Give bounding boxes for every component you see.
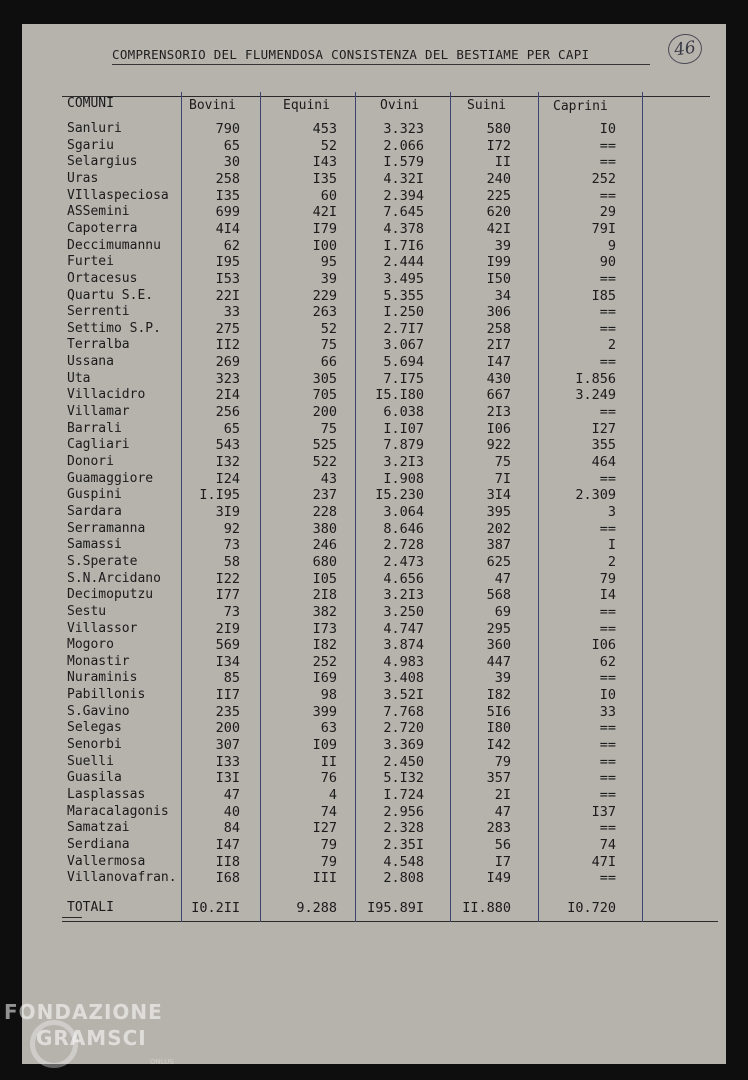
row-comune: Ortacesus xyxy=(67,271,138,286)
cell-equini: 76 xyxy=(320,770,337,786)
row-comune: Sanluri xyxy=(67,121,122,136)
cell-bovini: I34 xyxy=(215,654,240,670)
cell-suini: 225 xyxy=(486,188,511,204)
cell-suini: 202 xyxy=(486,521,511,537)
cell-suini: 34 xyxy=(494,288,511,304)
row-comune: Serdiana xyxy=(67,837,130,852)
cell-ovini: 3.2I3 xyxy=(383,454,424,470)
table-bottom-rule xyxy=(62,921,718,922)
cell-caprini: 29 xyxy=(599,204,616,220)
cell-bovini: 47 xyxy=(223,787,240,803)
cell-equini: 43 xyxy=(320,471,337,487)
row-comune: S.N.Arcidano xyxy=(67,571,161,586)
cell-caprini: I27 xyxy=(591,421,616,437)
cell-bovini: 2I4 xyxy=(215,387,240,403)
row-comune: Uras xyxy=(67,171,99,186)
cell-equini: 75 xyxy=(320,337,337,353)
cell-suini: 7I xyxy=(494,471,511,487)
cell-ovini: 2.956 xyxy=(383,804,424,820)
cell-suini: 922 xyxy=(486,437,511,453)
cell-suini: 3I4 xyxy=(486,487,511,503)
cell-suini: 69 xyxy=(494,604,511,620)
cell-bovini: 73 xyxy=(223,604,240,620)
cell-bovini: 307 xyxy=(215,737,240,753)
row-comune: Sardara xyxy=(67,504,122,519)
cell-ovini: I.908 xyxy=(383,471,424,487)
cell-equini: 39 xyxy=(320,271,337,287)
page-number: 46 xyxy=(666,32,704,66)
row-comune: Sgariu xyxy=(67,138,114,153)
cell-ovini: 3.323 xyxy=(383,121,424,137)
cell-ovini: 4.378 xyxy=(383,221,424,237)
row-comune: Furtei xyxy=(67,254,114,269)
cell-caprini: 2.309 xyxy=(575,487,616,503)
cell-equini: I35 xyxy=(312,171,337,187)
cell-caprini: 464 xyxy=(591,454,616,470)
cell-bovini: I53 xyxy=(215,271,240,287)
cell-caprini: 3 xyxy=(607,504,616,520)
cell-caprini: == xyxy=(599,154,616,170)
cell-ovini: I5.230 xyxy=(375,487,424,503)
cell-caprini: == xyxy=(599,354,616,370)
title-underline xyxy=(112,64,650,65)
cell-caprini: 252 xyxy=(591,171,616,187)
row-comune: Guamaggiore xyxy=(67,471,154,486)
cell-ovini: 3.369 xyxy=(383,737,424,753)
cell-equini: I00 xyxy=(312,238,337,254)
row-comune: Serrenti xyxy=(67,304,130,319)
cell-equini: 75 xyxy=(320,421,337,437)
cell-caprini: I xyxy=(607,537,616,553)
cell-suini: 258 xyxy=(486,321,511,337)
cell-caprini: I0 xyxy=(599,687,616,703)
row-comune: Cagliari xyxy=(67,437,130,452)
watermark-line2: GRAMSCI xyxy=(36,1026,147,1050)
cell-suini: 430 xyxy=(486,371,511,387)
cell-ovini: I.724 xyxy=(383,787,424,803)
cell-ovini: 2.35I xyxy=(383,837,424,853)
cell-bovini: II2 xyxy=(215,337,240,353)
cell-caprini: 2 xyxy=(607,554,616,570)
cell-suini: 2I xyxy=(494,787,511,803)
cell-ovini: 5.355 xyxy=(383,288,424,304)
cell-caprini: == xyxy=(599,754,616,770)
cell-equini: 4 xyxy=(328,787,337,803)
cell-suini: 42I xyxy=(486,221,511,237)
cell-suini: 357 xyxy=(486,770,511,786)
cell-ovini: 7.879 xyxy=(383,437,424,453)
row-comune: ASSemini xyxy=(67,204,130,219)
cell-suini: I72 xyxy=(486,138,511,154)
cell-ovini: 3.067 xyxy=(383,337,424,353)
cell-ovini: 4.32I xyxy=(383,171,424,187)
cell-suini: 5I6 xyxy=(486,704,511,720)
row-comune: Senorbi xyxy=(67,737,122,752)
cell-ovini: 2.444 xyxy=(383,254,424,270)
cell-caprini: == xyxy=(599,770,616,786)
cell-bovini: II7 xyxy=(215,687,240,703)
watermark-small: ONLUS xyxy=(150,1058,174,1066)
cell-equini: 399 xyxy=(312,704,337,720)
cell-bovini: 84 xyxy=(223,820,240,836)
watermark-line1: FONDAZIONE xyxy=(4,1000,163,1024)
cell-ovini: 3.250 xyxy=(383,604,424,620)
row-comune: Deccimumannu xyxy=(67,238,161,253)
cell-suini: I80 xyxy=(486,720,511,736)
cell-suini: 667 xyxy=(486,387,511,403)
row-comune: S.Sperate xyxy=(67,554,138,569)
cell-bovini: I77 xyxy=(215,587,240,603)
cell-bovini: 200 xyxy=(215,720,240,736)
cell-equini: I79 xyxy=(312,221,337,237)
cell-caprini: 62 xyxy=(599,654,616,670)
header-caprini: Caprini xyxy=(553,99,608,114)
cell-ovini: 2.328 xyxy=(383,820,424,836)
cell-ovini: I.579 xyxy=(383,154,424,170)
row-comune: Terralba xyxy=(67,337,130,352)
cell-ovini: 5.I32 xyxy=(383,770,424,786)
cell-caprini: I37 xyxy=(591,804,616,820)
cell-suini: II xyxy=(494,154,511,170)
row-comune: Villassor xyxy=(67,621,138,636)
cell-caprini: == xyxy=(599,621,616,637)
cell-bovini: 3I9 xyxy=(215,504,240,520)
cell-equini: 79 xyxy=(320,854,337,870)
cell-caprini: == xyxy=(599,820,616,836)
cell-equini: 229 xyxy=(312,288,337,304)
cell-suini: 79 xyxy=(494,754,511,770)
cell-ovini: 4.747 xyxy=(383,621,424,637)
row-comune: Donori xyxy=(67,454,114,469)
cell-equini: I69 xyxy=(312,670,337,686)
row-comune: Nuraminis xyxy=(67,670,138,685)
cell-suini: I49 xyxy=(486,870,511,886)
cell-caprini: == xyxy=(599,521,616,537)
cell-ovini: 2.450 xyxy=(383,754,424,770)
cell-ovini: 3.495 xyxy=(383,271,424,287)
cell-caprini: I06 xyxy=(591,637,616,653)
cell-equini: 246 xyxy=(312,537,337,553)
row-comune: Sestu xyxy=(67,604,107,619)
row-comune: Barrali xyxy=(67,421,122,436)
cell-suini: I06 xyxy=(486,421,511,437)
cell-suini: 75 xyxy=(494,454,511,470)
row-comune: Lasplassas xyxy=(67,787,146,802)
cell-suini: I99 xyxy=(486,254,511,270)
cell-suini: 283 xyxy=(486,820,511,836)
cell-bovini: 33 xyxy=(223,304,240,320)
cell-ovini: 4.656 xyxy=(383,571,424,587)
total-ovini: I95.89I xyxy=(367,900,424,916)
cell-caprini: 355 xyxy=(591,437,616,453)
cell-bovini: I68 xyxy=(215,870,240,886)
cell-equini: 380 xyxy=(312,521,337,537)
cell-equini: 52 xyxy=(320,138,337,154)
row-comune: Decimoputzu xyxy=(67,587,154,602)
cell-equini: 52 xyxy=(320,321,337,337)
row-comune: Samatzai xyxy=(67,820,130,835)
cell-caprini: == xyxy=(599,737,616,753)
cell-bovini: I24 xyxy=(215,471,240,487)
cell-caprini: 47I xyxy=(591,854,616,870)
cell-bovini: 85 xyxy=(223,670,240,686)
header-ovini: Ovini xyxy=(380,98,420,113)
cell-bovini: 65 xyxy=(223,421,240,437)
cell-bovini: 269 xyxy=(215,354,240,370)
cell-equini: 63 xyxy=(320,720,337,736)
cell-suini: 387 xyxy=(486,537,511,553)
cell-bovini: 699 xyxy=(215,204,240,220)
cell-bovini: I32 xyxy=(215,454,240,470)
cell-caprini: 74 xyxy=(599,837,616,853)
cell-bovini: 92 xyxy=(223,521,240,537)
cell-suini: 2I3 xyxy=(486,404,511,420)
row-comune: Villanovafran. xyxy=(67,870,177,885)
cell-caprini: == xyxy=(599,670,616,686)
cell-caprini: == xyxy=(599,304,616,320)
cell-ovini: I.I07 xyxy=(383,421,424,437)
cell-caprini: == xyxy=(599,471,616,487)
cell-ovini: 3.2I3 xyxy=(383,587,424,603)
cell-equini: 42I xyxy=(312,204,337,220)
row-comune: Capoterra xyxy=(67,221,138,236)
cell-equini: 382 xyxy=(312,604,337,620)
cell-equini: I73 xyxy=(312,621,337,637)
cell-caprini: 90 xyxy=(599,254,616,270)
cell-suini: 56 xyxy=(494,837,511,853)
cell-ovini: 7.768 xyxy=(383,704,424,720)
cell-caprini: I85 xyxy=(591,288,616,304)
cell-caprini: I.856 xyxy=(575,371,616,387)
cell-bovini: 569 xyxy=(215,637,240,653)
cell-equini: 680 xyxy=(312,554,337,570)
cell-ovini: 5.694 xyxy=(383,354,424,370)
cell-equini: 525 xyxy=(312,437,337,453)
row-comune: Settimo S.P. xyxy=(67,321,161,336)
row-comune: Mogoro xyxy=(67,637,114,652)
row-comune: Guspini xyxy=(67,487,122,502)
totals-underline xyxy=(62,917,82,918)
row-comune: Serramanna xyxy=(67,521,146,536)
total-bovini: I0.2II xyxy=(191,900,240,916)
row-comune: Pabillonis xyxy=(67,687,146,702)
cell-caprini: == xyxy=(599,720,616,736)
cell-ovini: 3.064 xyxy=(383,504,424,520)
cell-suini: 625 xyxy=(486,554,511,570)
total-caprini: I0.720 xyxy=(567,900,616,916)
cell-suini: I42 xyxy=(486,737,511,753)
cell-bovini: 22I xyxy=(215,288,240,304)
cell-caprini: == xyxy=(599,188,616,204)
cell-caprini: == xyxy=(599,138,616,154)
header-bovini: Bovini xyxy=(189,98,236,113)
cell-equini: 705 xyxy=(312,387,337,403)
cell-equini: 74 xyxy=(320,804,337,820)
cell-suini: 47 xyxy=(494,571,511,587)
cell-bovini: I35 xyxy=(215,188,240,204)
row-comune: Samassi xyxy=(67,537,122,552)
cell-suini: 620 xyxy=(486,204,511,220)
cell-caprini: 79I xyxy=(591,221,616,237)
cell-equini: 200 xyxy=(312,404,337,420)
cell-equini: 228 xyxy=(312,504,337,520)
header-equini: Equini xyxy=(283,98,330,113)
cell-suini: I47 xyxy=(486,354,511,370)
cell-caprini: 79 xyxy=(599,571,616,587)
cell-caprini: == xyxy=(599,604,616,620)
cell-equini: 79 xyxy=(320,837,337,853)
cell-equini: 252 xyxy=(312,654,337,670)
cell-bovini: I22 xyxy=(215,571,240,587)
cell-ovini: I.7I6 xyxy=(383,238,424,254)
cell-equini: I27 xyxy=(312,820,337,836)
cell-bovini: 235 xyxy=(215,704,240,720)
cell-caprini: I0 xyxy=(599,121,616,137)
row-comune: Suelli xyxy=(67,754,114,769)
cell-caprini: 3.249 xyxy=(575,387,616,403)
cell-suini: 39 xyxy=(494,238,511,254)
cell-ovini: 3.874 xyxy=(383,637,424,653)
cell-suini: I50 xyxy=(486,271,511,287)
cell-bovini: I3I xyxy=(215,770,240,786)
cell-ovini: 2.066 xyxy=(383,138,424,154)
cell-caprini: I4 xyxy=(599,587,616,603)
cell-ovini: 2.808 xyxy=(383,870,424,886)
document-title: COMPRENSORIO DEL FLUMENDOSA CONSISTENZA DEL BESTIAME PER CAPI xyxy=(112,47,590,62)
cell-bovini: 73 xyxy=(223,537,240,553)
row-comune: S.Gavino xyxy=(67,704,130,719)
cell-equini: I05 xyxy=(312,571,337,587)
cell-bovini: 275 xyxy=(215,321,240,337)
cell-caprini: 33 xyxy=(599,704,616,720)
cell-ovini: 4.548 xyxy=(383,854,424,870)
cell-bovini: 2I9 xyxy=(215,621,240,637)
cell-ovini: 6.038 xyxy=(383,404,424,420)
cell-bovini: 62 xyxy=(223,238,240,254)
header-comuni: COMUNI xyxy=(67,96,114,111)
cell-equini: 522 xyxy=(312,454,337,470)
row-comune: Maracalagonis xyxy=(67,804,169,819)
cell-bovini: I.I95 xyxy=(199,487,240,503)
cell-suini: I82 xyxy=(486,687,511,703)
cell-ovini: 3.52I xyxy=(383,687,424,703)
cell-equini: I09 xyxy=(312,737,337,753)
cell-bovini: I47 xyxy=(215,837,240,853)
cell-caprini: == xyxy=(599,870,616,886)
cell-suini: I7 xyxy=(494,854,511,870)
total-suini: II.880 xyxy=(462,900,511,916)
totals-label: TOTALI xyxy=(67,900,114,915)
cell-ovini: I5.I80 xyxy=(375,387,424,403)
cell-ovini: 2.473 xyxy=(383,554,424,570)
row-comune: Vallermosa xyxy=(67,854,146,869)
header-suini: Suini xyxy=(467,98,507,113)
cell-caprini: 9 xyxy=(607,238,616,254)
cell-equini: I82 xyxy=(312,637,337,653)
cell-ovini: 2.720 xyxy=(383,720,424,736)
cell-caprini: == xyxy=(599,404,616,420)
cell-suini: 360 xyxy=(486,637,511,653)
column-divider xyxy=(642,92,643,922)
cell-ovini: 2.7I7 xyxy=(383,321,424,337)
cell-suini: 580 xyxy=(486,121,511,137)
cell-equini: 453 xyxy=(312,121,337,137)
total-equini: 9.288 xyxy=(296,900,337,916)
cell-caprini: == xyxy=(599,271,616,287)
cell-bovini: I33 xyxy=(215,754,240,770)
cell-equini: 98 xyxy=(320,687,337,703)
cell-equini: 263 xyxy=(312,304,337,320)
cell-equini: 95 xyxy=(320,254,337,270)
cell-bovini: 323 xyxy=(215,371,240,387)
cell-ovini: 8.646 xyxy=(383,521,424,537)
cell-suini: 306 xyxy=(486,304,511,320)
cell-caprini: == xyxy=(599,321,616,337)
cell-ovini: 2.394 xyxy=(383,188,424,204)
cell-equini: 305 xyxy=(312,371,337,387)
cell-suini: 2I7 xyxy=(486,337,511,353)
cell-bovini: 65 xyxy=(223,138,240,154)
cell-suini: 295 xyxy=(486,621,511,637)
cell-bovini: I95 xyxy=(215,254,240,270)
cell-equini: II xyxy=(320,754,337,770)
row-comune: Monastir xyxy=(67,654,130,669)
row-comune: VIllaspeciosa xyxy=(67,188,169,203)
cell-suini: 447 xyxy=(486,654,511,670)
cell-ovini: 7.I75 xyxy=(383,371,424,387)
cell-equini: 237 xyxy=(312,487,337,503)
row-comune: Selegas xyxy=(67,720,122,735)
cell-bovini: 30 xyxy=(223,154,240,170)
cell-bovini: 543 xyxy=(215,437,240,453)
cell-bovini: 40 xyxy=(223,804,240,820)
cell-suini: 240 xyxy=(486,171,511,187)
cell-ovini: 7.645 xyxy=(383,204,424,220)
row-comune: Selargius xyxy=(67,154,138,169)
row-comune: Uta xyxy=(67,371,91,386)
cell-equini: 2I8 xyxy=(312,587,337,603)
cell-bovini: 256 xyxy=(215,404,240,420)
cell-suini: 47 xyxy=(494,804,511,820)
row-comune: Villacidro xyxy=(67,387,146,402)
cell-ovini: I.250 xyxy=(383,304,424,320)
row-comune: Villamar xyxy=(67,404,130,419)
cell-bovini: II8 xyxy=(215,854,240,870)
cell-caprini: 2 xyxy=(607,337,616,353)
cell-equini: III xyxy=(312,870,337,886)
row-comune: Guasila xyxy=(67,770,122,785)
cell-caprini: == xyxy=(599,787,616,803)
cell-bovini: 58 xyxy=(223,554,240,570)
cell-ovini: 4.983 xyxy=(383,654,424,670)
cell-bovini: 258 xyxy=(215,171,240,187)
cell-equini: 60 xyxy=(320,188,337,204)
cell-suini: 568 xyxy=(486,587,511,603)
cell-ovini: 2.728 xyxy=(383,537,424,553)
row-comune: Quartu S.E. xyxy=(67,288,154,303)
cell-equini: I43 xyxy=(312,154,337,170)
cell-suini: 395 xyxy=(486,504,511,520)
cell-ovini: 3.408 xyxy=(383,670,424,686)
row-comune: Ussana xyxy=(67,354,114,369)
cell-equini: 66 xyxy=(320,354,337,370)
cell-bovini: 4I4 xyxy=(215,221,240,237)
cell-suini: 39 xyxy=(494,670,511,686)
cell-bovini: 790 xyxy=(215,121,240,137)
